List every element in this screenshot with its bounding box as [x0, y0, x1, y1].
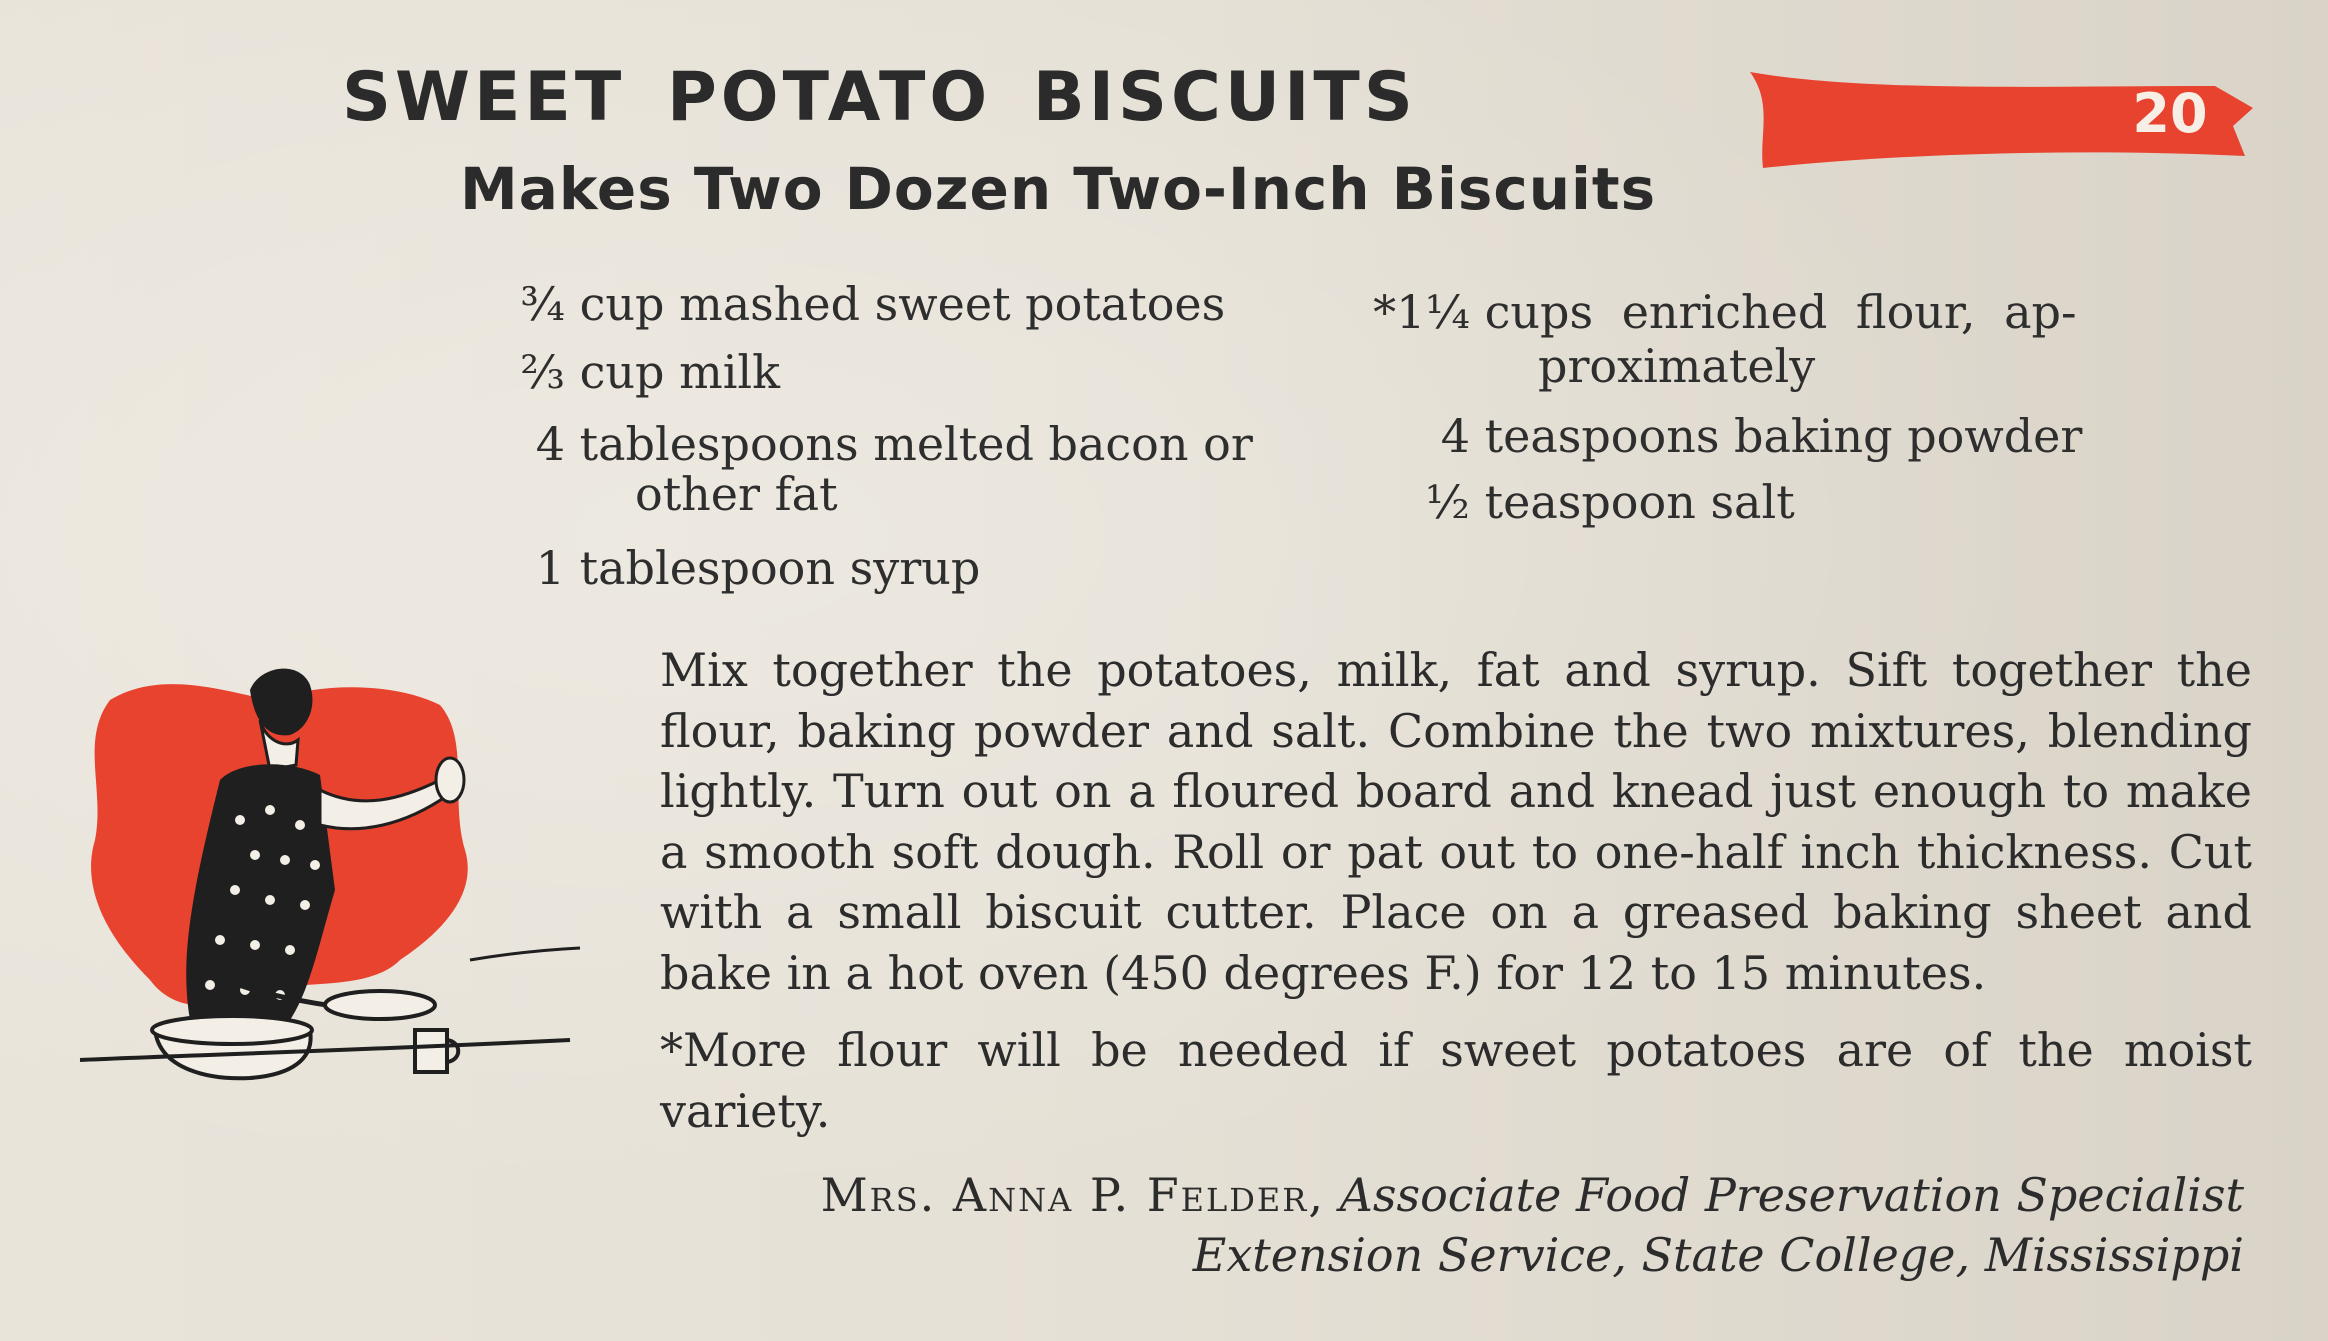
- ingredient-qty: 4: [535, 417, 565, 471]
- ingredient-item: [505, 276, 1225, 332]
- ingredient-continuation: other fat: [635, 467, 838, 521]
- ingredient-text: cup milk: [579, 345, 780, 399]
- ingredient-item: [1350, 284, 2077, 340]
- ingredient-continuation: proximately: [1538, 339, 1816, 393]
- recipe-instructions: Mix together the potatoes, milk, fat and syrup. Sift together the flour, baking powder and salt. Combine the two mixtures, blending lightly. Turn out on a floured board and knead just enough to make a smooth soft dough. Roll or pat out to one-half inch thickness. Cut with a small biscuit cutter. Place on a greased baking sheet and bake in a hot oven (450 degrees F.) for 12 to 15 minutes.: [660, 643, 2252, 1000]
- ingredient-text: teaspoon salt: [1484, 475, 1795, 529]
- credit-line: [821, 1168, 2244, 1222]
- ingredient-qty: ⅔: [520, 345, 565, 399]
- ingredient-text: tablespoons melted bacon or: [579, 417, 1253, 471]
- ingredient-qty: *1¼: [1373, 285, 1470, 339]
- credit-affiliation: Extension Service, State College, Mississippi: [1192, 1228, 2244, 1282]
- woman-mixing-bowl-illustration: [70, 660, 590, 1100]
- ingredient-item: [1350, 408, 2082, 464]
- credit-name: Mrs. Anna P. Felder,: [820, 1168, 1326, 1222]
- ingredient-qty: 1: [535, 541, 565, 595]
- recipe-subtitle: Makes Two Dozen Two-Inch Biscuits: [460, 155, 1657, 223]
- ingredient-item: [505, 540, 980, 596]
- ingredient-item: [505, 344, 780, 400]
- recipe-note: *More flour will be needed if sweet potatoes are of the moist variety.: [660, 1023, 2252, 1138]
- ingredient-item: [505, 416, 1253, 472]
- ingredient-text: tablespoon syrup: [579, 541, 981, 595]
- recipe-title: SWEET POTATO BISCUITS: [342, 58, 1417, 137]
- ingredient-qty: 4: [1440, 409, 1470, 463]
- ingredient-qty: ½: [1425, 475, 1470, 529]
- page-number: 20: [2132, 82, 2208, 145]
- ingredient-text: cups enriched flour, ap-: [1484, 285, 2077, 339]
- ingredient-qty: ¾: [520, 277, 565, 331]
- ingredient-text: cup mashed sweet potatoes: [579, 277, 1226, 331]
- credit-title: Associate Food Preservation Specialist: [1339, 1168, 2244, 1222]
- ingredient-item: [1350, 474, 1795, 530]
- ingredient-text: teaspoons baking powder: [1484, 409, 2083, 463]
